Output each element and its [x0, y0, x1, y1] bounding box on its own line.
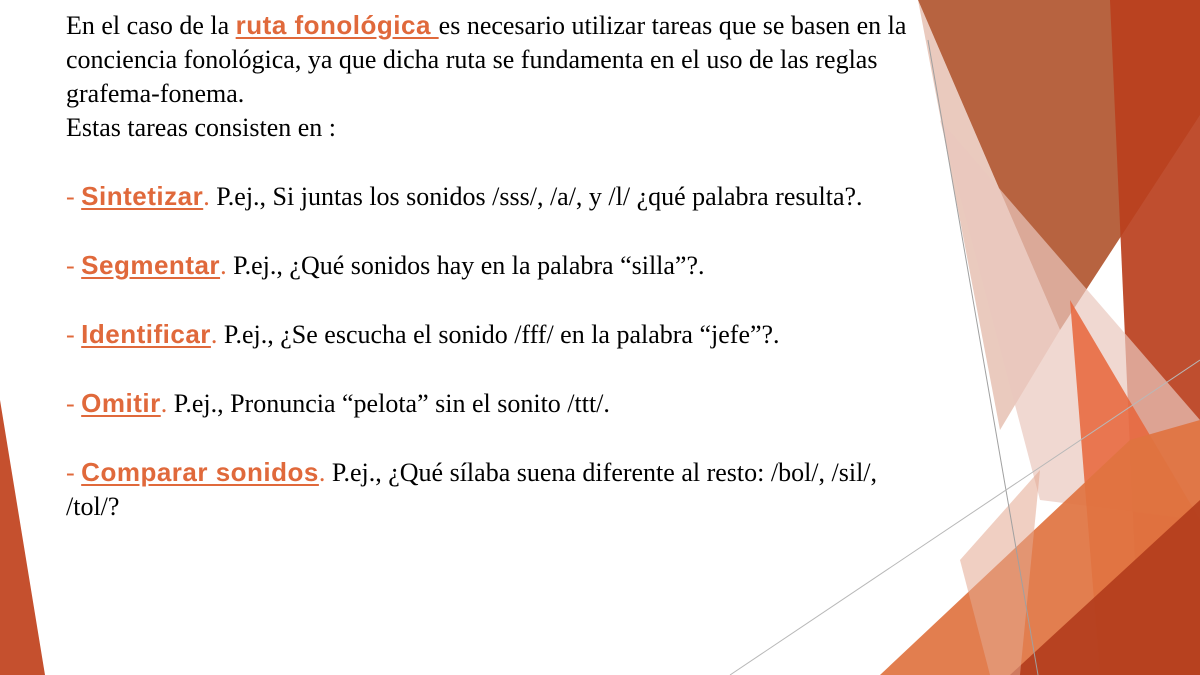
task-example: P.ej., ¿Qué sílaba suena diferente al resto: /bol/, /sil/, /tol/? — [66, 458, 878, 521]
task-dash: - — [66, 251, 82, 280]
spacer — [66, 421, 916, 455]
task-term: Omitir — [81, 388, 161, 418]
slide-body — [66, 8, 916, 524]
task-example: P.ej., Pronuncia “pelota” sin el sonito /ttt/. — [167, 389, 610, 418]
spacer — [66, 352, 916, 386]
spacer — [66, 214, 916, 248]
task-period: . — [160, 389, 168, 418]
intro-before: En el caso de la — [66, 11, 236, 40]
task-dash: - — [66, 389, 82, 418]
task-example: P.ej., ¿Se escucha el sonido /fff/ en la palabra “jefe”?. — [217, 320, 780, 349]
task-item-segmentar — [66, 248, 916, 283]
task-term: Comparar sonidos — [81, 457, 319, 487]
task-example: P.ej., ¿Qué sonidos hay en la palabra “silla”?. — [226, 251, 705, 280]
task-dash: - — [66, 320, 82, 349]
term-ruta-fonologica: ruta fonológica — [235, 10, 439, 40]
task-term: Sintetizar — [81, 181, 204, 211]
task-period: . — [203, 182, 210, 211]
task-term: Segmentar — [81, 250, 221, 280]
intro-paragraph — [66, 8, 916, 111]
task-term: Identificar — [81, 319, 211, 349]
task-item-identificar — [66, 317, 916, 352]
task-period: . — [210, 320, 218, 349]
task-item-comparar-sonidos — [66, 455, 916, 524]
intro-after: es necesario utilizar tareas que se basen en la conciencia fonológica, ya que dicha ruta se fundamenta en el uso de las reglas grafema-fonema. — [66, 11, 907, 108]
task-period: . — [220, 251, 227, 280]
task-item-sintetizar — [66, 179, 916, 214]
intro-line2: Estas tareas consisten en : — [66, 113, 337, 142]
task-period: . — [318, 458, 326, 487]
spacer — [66, 283, 916, 317]
spacer — [66, 145, 916, 179]
task-example: P.ej., Si juntas los sonidos /sss/, /a/, y /l/ ¿qué palabra resulta?. — [209, 182, 863, 211]
task-dash: - — [66, 458, 82, 487]
task-item-omitir — [66, 386, 916, 421]
task-dash: - — [66, 182, 82, 211]
left-facet — [0, 400, 45, 675]
